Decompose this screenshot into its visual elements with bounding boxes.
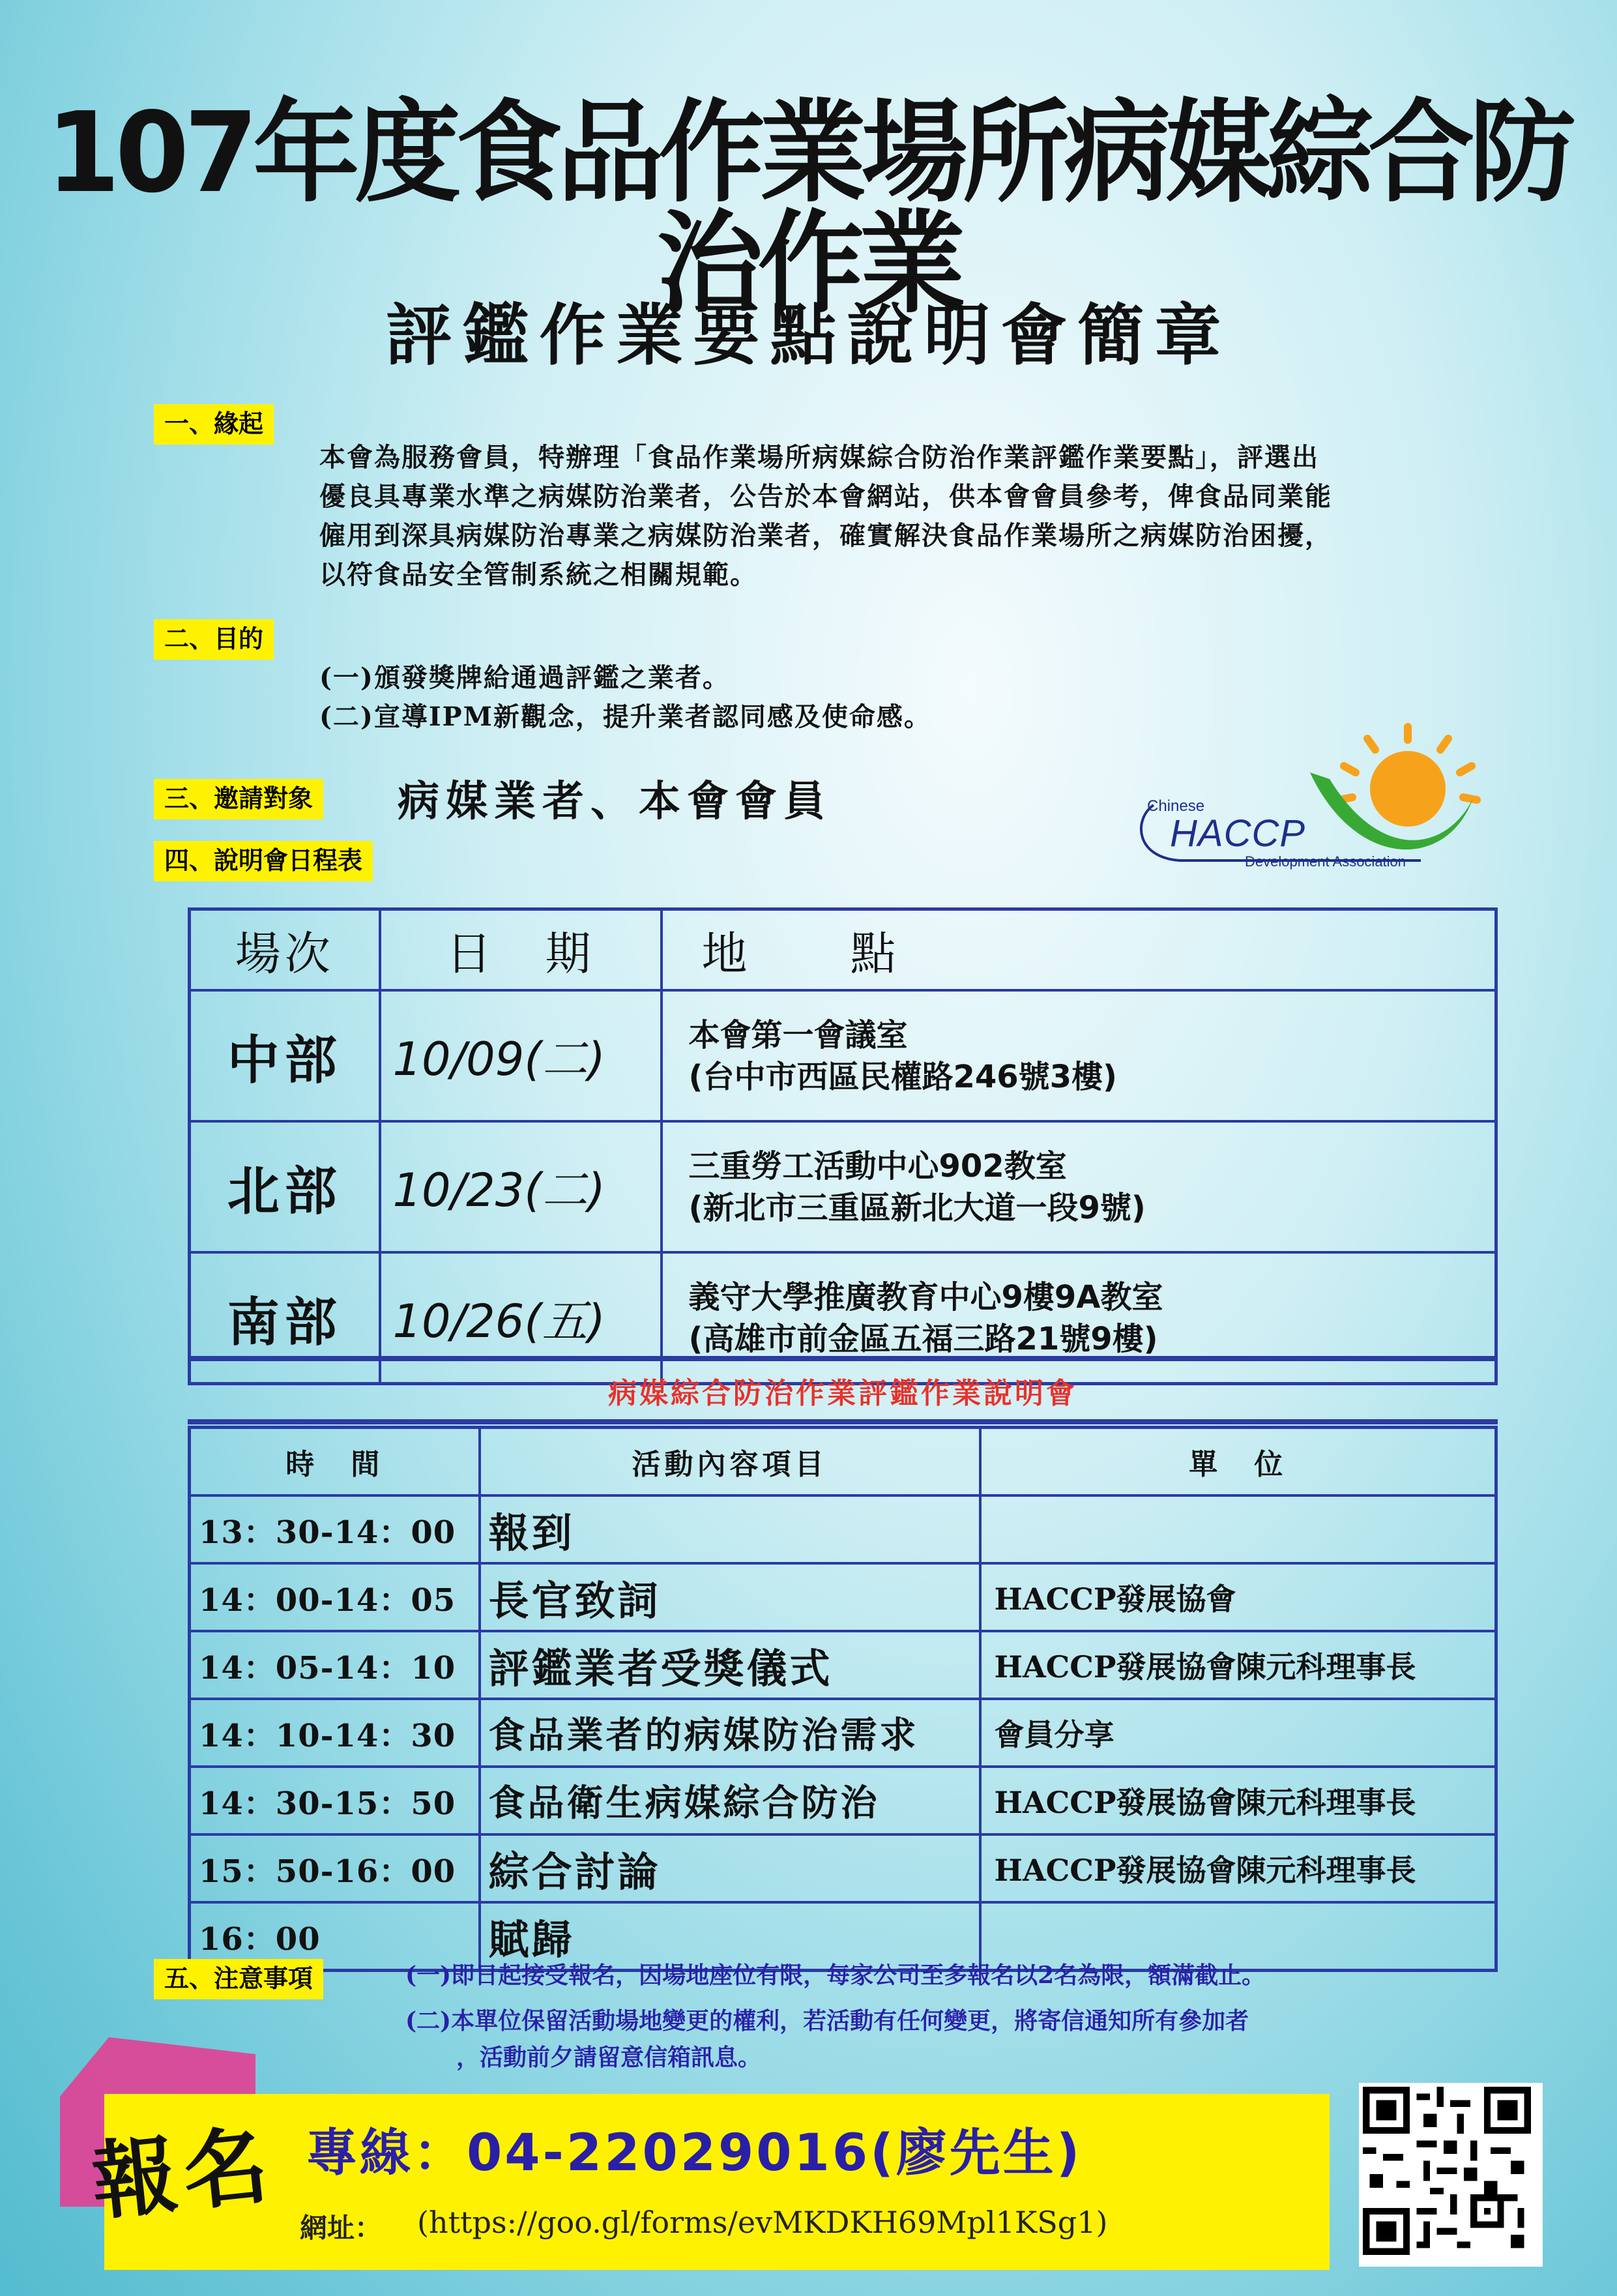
location-name: 本會第一會議室: [688, 1016, 908, 1053]
logo-chinese: Chinese: [1147, 797, 1205, 815]
section-1-text: [319, 438, 1545, 595]
schedule-header-row: [190, 909, 1496, 991]
time-cell: 14：05-14：10: [190, 1631, 480, 1699]
item-cell: 賦歸: [480, 1902, 980, 1971]
section-1-label: 一、緣起: [154, 404, 274, 445]
program-header: 活動內容項目: [480, 1428, 980, 1496]
time-cell: 16：00: [190, 1902, 480, 1971]
qr-code[interactable]: [1359, 2083, 1543, 2267]
section-2-label: 二、目的: [154, 619, 274, 660]
program-row: [190, 1563, 1496, 1631]
schedule-row: [190, 1121, 1496, 1252]
invited-audience: 病媒業者、本會會員: [398, 778, 832, 826]
schedule-row: [190, 990, 1496, 1121]
region-cell: 北部: [190, 1121, 380, 1252]
location-address: (新北市三重區新北大道一段9號): [688, 1189, 1146, 1226]
section-1-line: 僱用到深具病媒防治專業之病媒防治業者，確實解決食品作業場所之病媒防治困擾，: [319, 520, 1332, 551]
location-cell: [662, 1121, 1496, 1252]
time-cell: 14：30-15：50: [190, 1767, 480, 1834]
page-title: 107年度食品作業場所病媒綜合防治作業: [46, 89, 1571, 329]
time-cell: 14：10-14：30: [190, 1699, 480, 1767]
program-row: [190, 1495, 1496, 1563]
date-cell: 10/23(二): [380, 1121, 662, 1252]
region-cell: 中部: [190, 990, 380, 1121]
schedule-table: [188, 907, 1498, 1385]
register-label: 報名: [87, 2114, 280, 2233]
program-header: 時 間: [190, 1428, 480, 1496]
schedule-header: 地 點: [662, 909, 1496, 991]
section-2-line: (一)頒發獎牌給通過評鑑之業者。: [319, 662, 730, 693]
section-3-label: 三、邀請對象: [154, 779, 323, 819]
register-hotline: 專線：04-22029016(廖先生): [306, 2124, 1083, 2183]
item-cell: 評鑑業者受獎儀式: [480, 1631, 980, 1699]
logo-dev: Development Association: [1245, 853, 1406, 870]
section-5-label: 五、注意事項: [154, 1959, 323, 1999]
sun-icon: [1339, 727, 1477, 827]
location-name: 三重勞工活動中心902教室: [688, 1147, 1067, 1185]
section-2-line: (二)宣導IPM新觀念，提升業者認同感及使命感。: [319, 701, 931, 732]
time-cell: 13：30-14：00: [190, 1495, 480, 1563]
date-cell: 10/09(二): [380, 990, 662, 1121]
location-address: (台中市西區民權路246號3樓): [688, 1058, 1117, 1095]
location-name: 義守大學推廣教育中心9樓9A教室: [688, 1278, 1163, 1316]
section-1-line: 本會為服務會員，特辦理「食品作業場所病媒綜合防治作業評鑑作業要點」，評選出: [319, 442, 1319, 473]
register-url-link[interactable]: (https://goo.gl/forms/evMKDKH69Mpl1KSg1): [417, 2205, 1108, 2240]
program-title: 病媒綜合防治作業評鑑作業說明會: [608, 1376, 1077, 1410]
location-cell: [662, 990, 1496, 1121]
qr-code-graphic: [1363, 2087, 1531, 2255]
unit-cell: [980, 1495, 1496, 1563]
item-cell: 食品衛生病媒綜合防治: [480, 1767, 980, 1834]
program-header-row: [190, 1428, 1496, 1496]
program-row: [190, 1834, 1496, 1902]
section-1-line: 優良具專業水準之病媒防治業者，公告於本會網站，供本會會員參考，俾食品同業能: [319, 481, 1332, 512]
region-cell: 南部: [190, 1252, 380, 1384]
schedule-header: 場次: [190, 909, 380, 991]
unit-cell: 會員分享: [980, 1699, 1496, 1767]
haccp-logo: [1108, 720, 1499, 883]
location-address: (高雄市前金區五福三路21號9樓): [688, 1320, 1158, 1357]
program-title-band: [188, 1356, 1498, 1424]
page-subtitle: 評鑑作業要點說明會簡章: [385, 297, 1232, 375]
program-table: [188, 1426, 1498, 1972]
unit-cell: HACCP發展協會: [980, 1563, 1496, 1631]
logo-haccp: HACCP: [1170, 812, 1306, 855]
time-cell: 14：00-14：05: [190, 1563, 480, 1631]
date-cell: 10/26(五): [380, 1252, 662, 1384]
item-cell: 綜合討論: [480, 1834, 980, 1902]
section-5-line: (二)本單位保留活動場地變更的權利，若活動有任何變更，將寄信通知所有參加者: [405, 2007, 1249, 2035]
time-cell: 15：50-16：00: [190, 1834, 480, 1902]
section-1-line: 以符食品安全管制系統之相關規範。: [319, 559, 757, 590]
program-row: [190, 1699, 1496, 1767]
section-5-line: (一)即日起接受報名，因場地座位有限，每家公司至多報名以2名為限，額滿截止。: [405, 1962, 1266, 1989]
section-5-line: ，活動前夕請留意信箱訊息。: [456, 2044, 762, 2071]
program-row: [190, 1631, 1496, 1699]
section-4-label: 四、說明會日程表: [154, 841, 373, 881]
unit-cell: HACCP發展協會陳元科理事長: [980, 1834, 1496, 1902]
unit-cell: HACCP發展協會陳元科理事長: [980, 1631, 1496, 1699]
item-cell: 食品業者的病媒防治需求: [480, 1699, 980, 1767]
program-row: [190, 1767, 1496, 1834]
register-url-label[interactable]: 網址：: [300, 2212, 383, 2244]
unit-cell: HACCP發展協會陳元科理事長: [980, 1767, 1496, 1834]
item-cell: 長官致詞: [480, 1563, 980, 1631]
program-header: 單 位: [980, 1428, 1496, 1496]
item-cell: 報到: [480, 1495, 980, 1563]
schedule-header: 日 期: [380, 909, 662, 991]
